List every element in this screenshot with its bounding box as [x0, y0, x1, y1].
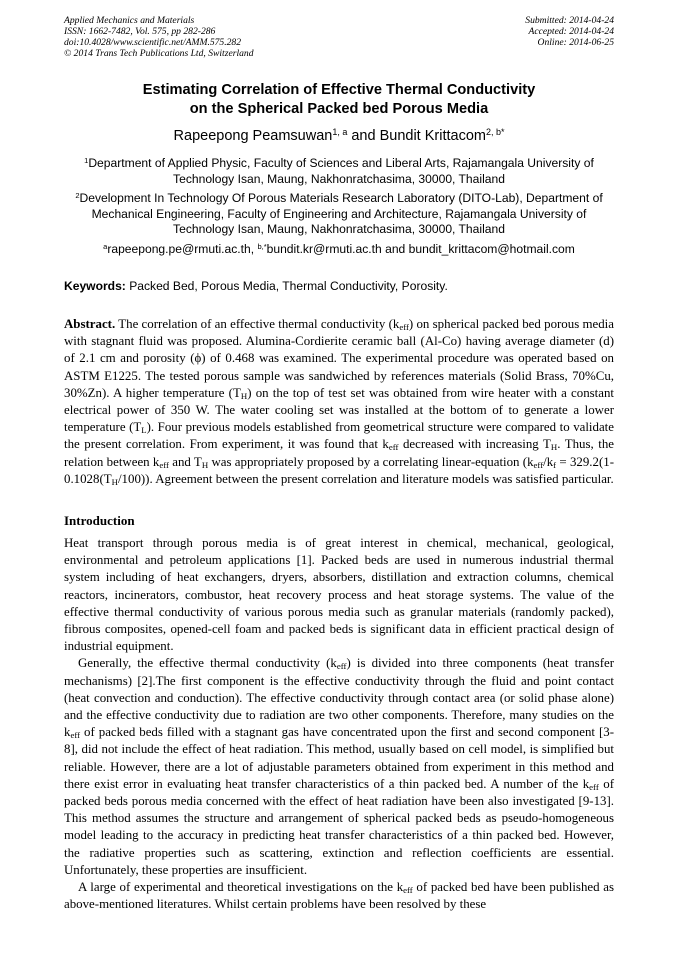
- intro-text: of packed beds filled with a stagnant gas have concentrated upon the first and second component [3-8], did not include the effect of heat radiation. This method, usually based on cell model, is simplified but reliable. However, there are a lot of adjustable parameters obtained from experiment in this method and there exist error in evaluating heat transfer characteristics of a thin packed bed. A number of the k: [64, 725, 614, 791]
- journal-name: Applied Mechanics and Materials: [64, 15, 195, 26]
- abstract-text: ) on spherical packed bed porous media with stagnant fluid was proposed. Alumina-Cordierite ceramic ball (Al-Co) having average diameter (d) of 2.1 cm and porosity (ϕ) of 0.468 was examined. The experimental procedure was operated based on ASTM E1225. The tested porous sample was sandwiched by references materials (Solid Brass, 70%Cu, 30%Zn). A higher temperature (T: [64, 317, 614, 400]
- author-emails: [64, 242, 614, 258]
- affiliation-1: [64, 156, 614, 187]
- abstract-text: The correlation of an effective thermal conductivity (k: [115, 317, 400, 331]
- subscript-eff: eff: [159, 459, 169, 470]
- doi-line: doi:10.4028/www.scientific.net/AMM.575.282: [64, 37, 242, 48]
- affiliation-2: [64, 191, 614, 238]
- abstract-text: /100)). Agreement between the present correlation and literature models was satisfied particular.: [117, 471, 614, 486]
- author-1-marker: 1, a: [332, 127, 348, 138]
- intro-text: ) is divided into three components (heat transfer mechanisms) [2].The first component is the effective conductivity through the fluid and point contact (heat convection and conduction). The effective conductivity through contact area (or solid phase alone) and the effective conductivity due to radiation are two other components. Therefore, many studies on the k: [64, 656, 615, 740]
- keywords: [64, 279, 614, 294]
- section-heading-introduction: Introduction: [64, 513, 135, 528]
- email-a: rapeepong.pe@rmuti.ac.th,: [107, 242, 258, 256]
- intro-text: of packed beds porous media concerned with the effect of heat radiation have been also investigated [9-13]. This method assumes the structure and arrangement of spherical packed beds as pseudo-homogeneous model leading to the accuracy in predicting heat transfer characteristics of a thin packed bed. However, the radiative properties such as scattering, extinction and reflection coefficients are essential. Unfortunately, these properties are insufficient.: [64, 776, 614, 877]
- abstract-text: was appropriately proposed by a correlating linear-equation (k: [208, 454, 534, 469]
- intro-text: of packed bed have been published as above-mentioned literatures. Whilst certain problems have been resolved by these: [64, 880, 614, 912]
- title-line-2: on the Spherical Packed bed Porous Media: [189, 101, 489, 117]
- issn-line: ISSN: 1662-7482, Vol. 575, pp 282-286: [64, 26, 216, 37]
- author-2-marker: 2, b*: [485, 127, 505, 138]
- subscript-eff: eff: [336, 661, 347, 672]
- keywords-text: Packed Bed, Porous Media, Thermal Conductivity, Porosity.: [125, 279, 448, 293]
- intro-text: Generally, the effective thermal conductivity (k: [78, 656, 337, 671]
- affiliation-1-text: Department of Applied Physic, Faculty of Sciences and Liberal Arts, Rajamangala University of Technology Isan, Maung, Nakhonratchasima, 30000, Thailand: [88, 156, 594, 186]
- publication-dates: [525, 15, 614, 48]
- intro-paragraph-3: [64, 879, 614, 913]
- accepted-date: Accepted: 2014-04-24: [528, 26, 614, 37]
- abstract-text: decreased with increasing T: [398, 437, 551, 452]
- affiliation-2-marker: 2: [75, 190, 80, 200]
- subscript-h: H: [111, 477, 118, 488]
- abstract-text: and T: [168, 454, 202, 469]
- abstract-text: /k: [543, 454, 554, 469]
- intro-paragraph-2: [64, 655, 614, 879]
- introduction-body: [64, 535, 614, 913]
- subscript-eff: eff: [533, 459, 544, 470]
- author-1: Rapeepong Peamsuwan: [173, 128, 333, 144]
- online-date: Online: 2014-06-25: [537, 37, 614, 48]
- paper-title: [0, 81, 678, 119]
- subscript-h: H: [550, 442, 558, 453]
- email-b: bundit.kr@rmuti.ac.th and bundit_krittacom@hotmail.com: [266, 242, 575, 256]
- abstract-label: Abstract.: [64, 317, 116, 331]
- submitted-date: Submitted: 2014-04-24: [525, 15, 614, 26]
- intro-text: A large of experimental and theoretical investigations on the k: [78, 880, 404, 895]
- subscript-eff: eff: [403, 885, 413, 896]
- affiliation-1-marker: 1: [84, 155, 89, 165]
- abstract-text: . Thus, the relation between k: [64, 437, 615, 469]
- abstract: [64, 316, 614, 488]
- author-list: [0, 127, 678, 145]
- intro-paragraph-1: Heat transport through porous media is of great interest in chemical, mechanical, geological, environmental and petroleum applications [1]. Packed beds are used in numerous industrial thermal system including of heat exchangers, dryers, absorbers, distillation and extraction columns, chemical reactors, incinerators, combustor, heat recovery process and heat storage systems. The value of the effective thermal conductivity of various porous media such as granular materials (randomly packed), fibrous composites, opened-cell foam and packed beds is significant data in efficient practical design of industrial equipment.: [64, 536, 614, 654]
- subscript-h: H: [240, 391, 248, 401]
- title-line-1: Estimating Correlation of Effective Thermal Conductivity: [142, 82, 536, 98]
- author-2: Bundit Krittacom: [379, 128, 486, 144]
- keywords-label: Keywords:: [64, 279, 126, 293]
- subscript-eff: eff: [388, 442, 399, 453]
- subscript-eff: eff: [589, 782, 599, 793]
- subscript-l: L: [141, 425, 147, 436]
- subscript-f: f: [553, 459, 557, 470]
- subscript-h: H: [201, 459, 209, 470]
- author-conjunction: and: [347, 128, 380, 144]
- abstract-text: = 329.2(1-0.1028(T: [64, 454, 614, 486]
- affiliation-2-text: Development In Technology Of Porous Materials Research Laboratory (DITO-Lab), Department of Mechanical Engineering, Faculty of Engineering and Architecture, Rajamangala University of Technology Isan, Maung, Nakhonratchasima, 30000, Thailand: [79, 191, 603, 236]
- abstract-text: ). Four previous models established from geometrical structure were compared to validate the present correlation. From experiment, it was found that k: [64, 420, 614, 452]
- email-a-marker: a: [103, 241, 108, 251]
- subscript-eff: eff: [70, 730, 81, 741]
- copyright-line: © 2014 Trans Tech Publications Ltd, Switzerland: [64, 48, 254, 59]
- abstract-text: ) on the top of test set was obtained from wire heater with a constant electrical power of 350 W. The water cooling set was installed at the bottom of to generate a lower temperature (T: [64, 385, 615, 435]
- email-b-marker: b,*: [257, 241, 267, 251]
- journal-info: [64, 15, 254, 59]
- subscript-eff: eff: [399, 322, 409, 333]
